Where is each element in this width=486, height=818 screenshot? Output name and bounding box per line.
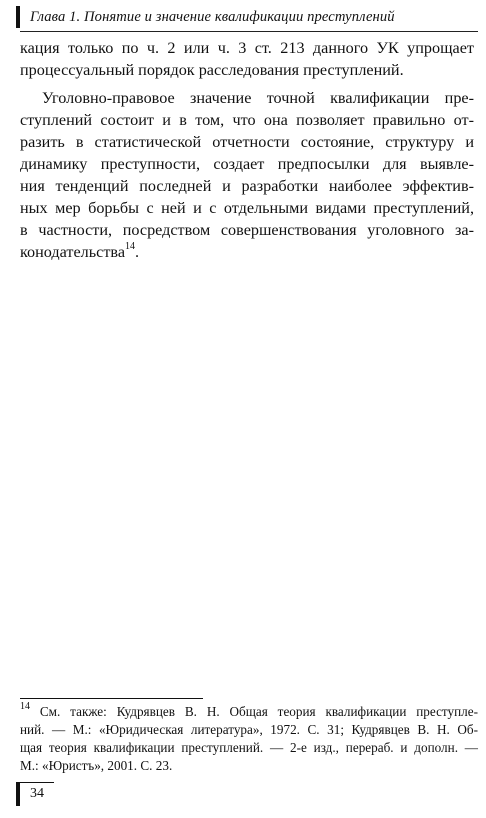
text-fragment: конодательства <box>20 243 126 261</box>
text-line: Уголовно-правовое значение точной квалификации пре- <box>42 89 474 107</box>
running-header <box>16 6 478 32</box>
text-line: кация только по ч. 2 или ч. 3 ст. 213 данного УК упрощает <box>20 39 474 57</box>
text-line: в частности, посредством совершенствования уголовного за- <box>20 221 474 239</box>
text-line: процессуальный порядок расследования преступлений. <box>20 61 404 79</box>
header-bar <box>16 6 20 28</box>
text-line: ных мер борьбы с ней и с отдельными видами преступлений, <box>20 199 474 217</box>
text-fragment: . <box>135 243 140 261</box>
footnote-text: См. также: Кудрявцев В. Н. Общая теория квалификации преступле- <box>39 704 478 719</box>
page-number: 34 <box>30 786 44 801</box>
header-rule <box>20 31 478 32</box>
text-line: ступлений состоит и в том, что она позволяет правильно от- <box>20 111 474 129</box>
main-text <box>20 37 474 263</box>
footnote-line: щая теория квалификации преступлений. — 2-е изд., перераб. и дополн. — <box>20 740 478 755</box>
footnote-number: 14 <box>20 700 30 712</box>
page-footer <box>16 782 56 808</box>
footnote-separator <box>20 698 203 699</box>
footnote-reference[interactable]: 14 <box>125 240 136 252</box>
chapter-title: Глава 1. Понятие и значение квалификации преступлений <box>30 9 395 25</box>
footnote-line: ний. — М.: «Юридическая литература», 1972. С. 31; Кудрявцев В. Н. Об- <box>20 722 478 737</box>
footnote-line: М.: «Юристъ», 2001. С. 23. <box>20 758 173 773</box>
text-line: разить в статистической отчетности состояние, структуру и <box>20 133 474 151</box>
text-line: динамику преступности, создает предпосылки для выявле- <box>20 155 474 173</box>
footnote-line <box>20 700 478 721</box>
page-bar <box>16 782 20 806</box>
text-line: ния тенденций последней и разработки наиболее эффектив- <box>20 177 474 195</box>
page-rule <box>20 782 54 783</box>
footnote <box>20 700 478 775</box>
text-line-final <box>20 241 474 263</box>
